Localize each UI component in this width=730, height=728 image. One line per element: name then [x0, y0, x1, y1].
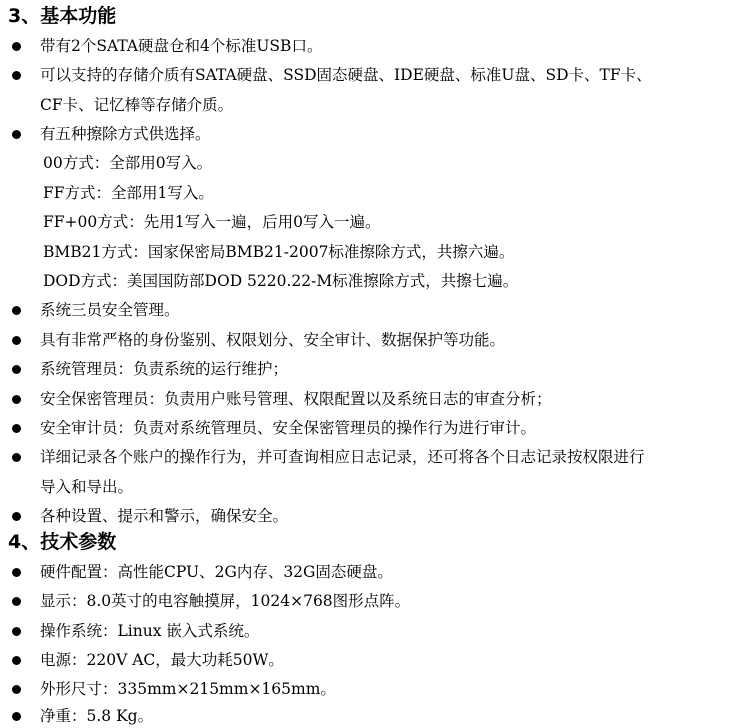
- section-4-heading: 4、技术参数: [8, 531, 117, 553]
- bullet-icon: [12, 395, 21, 404]
- list-item-text: 净重：5.8 Kg。: [40, 707, 154, 725]
- list-item-text: 操作系统：Linux 嵌入式系统。: [40, 622, 260, 640]
- bullet-icon: [12, 685, 21, 694]
- list-item: [0, 328, 730, 352]
- list-item: [0, 677, 730, 701]
- list-item: [0, 648, 730, 672]
- list-item-text: 硬件配置：高性能CPU、2G内存、32G固态硬盘。: [40, 563, 393, 581]
- list-item: [0, 63, 730, 87]
- bullet-icon: [12, 568, 21, 577]
- list-item: [0, 34, 730, 58]
- list-item-text: 导入和导出。: [40, 478, 134, 496]
- bullet-icon: [12, 71, 21, 80]
- bullet-icon: [12, 512, 21, 521]
- section-3-heading: 3、基本功能: [8, 5, 117, 27]
- bullet-icon: [12, 306, 21, 315]
- bullet-icon: [12, 627, 21, 636]
- list-item-text: 电源：220V AC，最大功耗50W。: [40, 651, 284, 669]
- list-item-text: 安全保密管理员：负责用户账号管理、权限配置以及系统日志的审查分析；: [40, 390, 552, 408]
- list-item: [0, 416, 730, 440]
- bullet-icon: [12, 424, 21, 433]
- list-item: [0, 619, 730, 643]
- list-item-text: 显示：8.0英寸的电容触摸屏，1024×768图形点阵。: [40, 592, 411, 610]
- erase-mode-text: DOD方式：美国国防部DOD 5220.22-M标准擦除方式，共擦七遍。: [43, 272, 519, 290]
- bullet-icon: [12, 42, 21, 51]
- erase-mode-item: [0, 240, 730, 264]
- bullet-icon: [12, 365, 21, 374]
- list-item: [0, 445, 730, 469]
- list-item: [0, 560, 730, 584]
- list-item: [0, 122, 730, 146]
- bullet-icon: [12, 597, 21, 606]
- erase-mode-text: FF方式：全部用1写入。: [43, 184, 214, 202]
- list-item-text: 详细记录各个账户的操作行为，并可查询相应日志记录，还可将各个日志记录按权限进行: [40, 448, 645, 466]
- list-item-text: 有五种擦除方式供选择。: [40, 125, 211, 143]
- erase-mode-text: 00方式：全部用0写入。: [43, 154, 213, 172]
- bullet-icon: [12, 336, 21, 345]
- list-item-text: 带有2个SATA硬盘仓和4个标准USB口。: [40, 37, 323, 55]
- bullet-icon: [12, 656, 21, 665]
- list-item-text: 安全审计员：负责对系统管理员、安全保密管理员的操作行为进行审计。: [40, 419, 537, 437]
- list-item: [0, 704, 730, 728]
- erase-mode-item: [0, 269, 730, 293]
- list-item: [0, 387, 730, 411]
- list-item: [0, 298, 730, 322]
- erase-mode-item: [0, 151, 730, 175]
- list-item-text: CF卡、记忆棒等存储介质。: [40, 96, 234, 114]
- erase-mode-text: FF+00方式：先用1写入一遍，后用0写入一遍。: [43, 213, 381, 231]
- list-item-text: 具有非常严格的身份鉴别、权限划分、安全审计、数据保护等功能。: [40, 331, 506, 349]
- list-item-text: 系统管理员：负责系统的运行维护；: [40, 360, 289, 378]
- erase-mode-item: [0, 210, 730, 234]
- list-item: [0, 504, 730, 528]
- bullet-icon: [12, 453, 21, 462]
- bullet-icon: [12, 130, 21, 139]
- erase-mode-text: BMB21方式：国家保密局BMB21-2007标准擦除方式，共擦六遍。: [43, 243, 515, 261]
- list-item-text: 各种设置、提示和警示，确保安全。: [40, 507, 289, 525]
- list-item: [0, 589, 730, 613]
- bullet-icon: [12, 712, 21, 721]
- list-item-text: 外形尺寸：335mm×215mm×165mm。: [40, 680, 336, 698]
- list-item: [0, 357, 730, 381]
- list-item-text: 可以支持的存储介质有SATA硬盘、SSD固态硬盘、IDE硬盘、标准U盘、SD卡、TF卡、: [40, 66, 652, 84]
- list-item-continuation: [0, 475, 730, 499]
- list-item-text: 系统三员安全管理。: [40, 301, 180, 319]
- erase-mode-item: [0, 181, 730, 205]
- list-item-continuation: [0, 93, 730, 117]
